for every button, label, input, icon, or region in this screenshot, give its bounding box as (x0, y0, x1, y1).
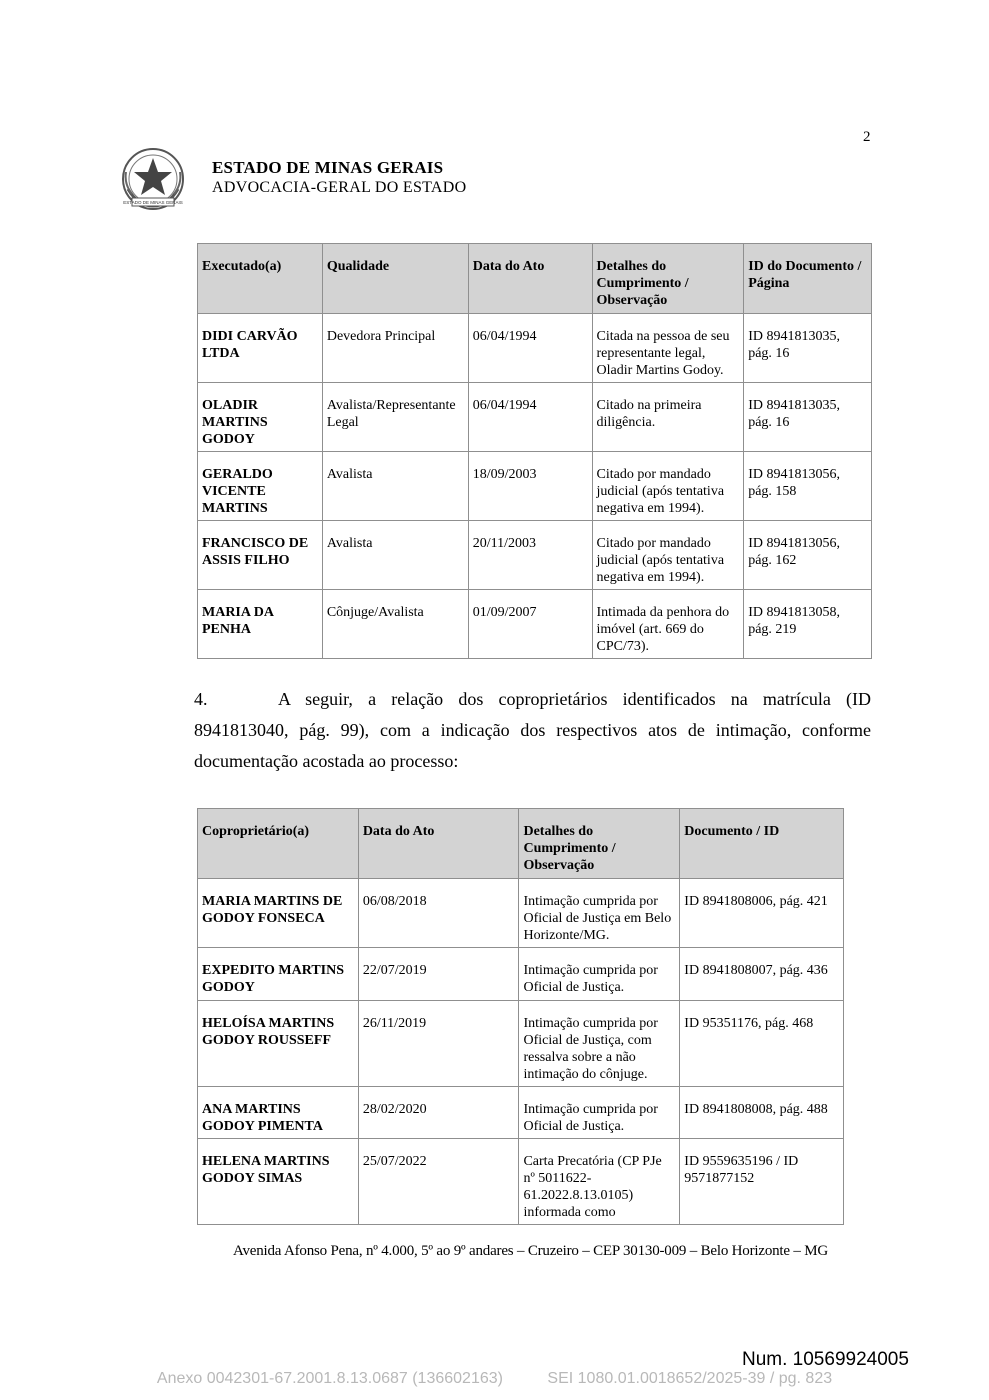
cell-detalhes: Intimação cumprida por Oficial de Justiça, com ressalva sobre a não intimação do cônjuge. (519, 1001, 680, 1087)
table-header-row (198, 809, 844, 879)
cell-data: 06/04/1994 (468, 314, 592, 383)
header-data: Data do Ato (358, 809, 519, 879)
cell-qualidade: Avalista/Representante Legal (322, 383, 468, 452)
cell-executado: FRANCISCO DE ASSIS FILHO (198, 521, 323, 590)
cell-detalhes: Carta Precatória (CP PJe nº 5011622-61.2022.8.13.0105) informada como (519, 1139, 680, 1225)
table-row (198, 948, 844, 1001)
cell-executado: OLADIR MARTINS GODOY (198, 383, 323, 452)
header-detalhes: Detalhes do Cumprimento / Observação (519, 809, 680, 879)
table-row (198, 314, 872, 383)
cell-id: ID 8941813058, pág. 219 (744, 590, 872, 659)
table-row (198, 452, 872, 521)
cell-documento: ID 8941808007, pág. 436 (680, 948, 844, 1001)
cell-data: 06/04/1994 (468, 383, 592, 452)
header-coproprietario: Coproprietário(a) (198, 809, 359, 879)
cell-id: ID 8941813056, pág. 158 (744, 452, 872, 521)
cell-executado: GERALDO VICENTE MARTINS (198, 452, 323, 521)
state-seal-icon (118, 144, 188, 214)
cell-documento: ID 8941808006, pág. 421 (680, 879, 844, 948)
cell-qualidade: Devedora Principal (322, 314, 468, 383)
cell-data: 06/08/2018 (358, 879, 519, 948)
cell-detalhes: Citado por mandado judicial (após tentativa negativa em 1994). (592, 521, 744, 590)
annex-right: SEI 1080.01.0018652/2025-39 / pg. 823 (547, 1370, 833, 1387)
cell-data: 20/11/2003 (468, 521, 592, 590)
cell-nome: EXPEDITO MARTINS GODOY (198, 948, 359, 1001)
table-row (198, 590, 872, 659)
cell-documento: ID 95351176, pág. 468 (680, 1001, 844, 1087)
cell-id: ID 8941813035, pág. 16 (744, 383, 872, 452)
cell-data: 01/09/2007 (468, 590, 592, 659)
table-header-row (198, 244, 872, 314)
header-detalhes: Detalhes do Cumprimento / Observação (592, 244, 744, 314)
agency-name: ADVOCACIA-GERAL DO ESTADO (212, 179, 467, 196)
page-number: 2 (863, 129, 871, 145)
cell-data: 22/07/2019 (358, 948, 519, 1001)
executados-table (197, 243, 872, 659)
cell-detalhes: Citado na primeira diligência. (592, 383, 744, 452)
cell-qualidade: Cônjuge/Avalista (322, 590, 468, 659)
document-number: Num. 10569924005 (742, 1349, 909, 1370)
state-name: ESTADO DE MINAS GERAIS (212, 158, 444, 177)
table-row (198, 879, 844, 948)
annex-left: Anexo 0042301-67.2001.8.13.0687 (136602163) (156, 1370, 503, 1387)
cell-data: 18/09/2003 (468, 452, 592, 521)
footer-address: Avenida Afonso Pena, nº 4.000, 5º ao 9º andares – Cruzeiro – CEP 30130-009 – Belo Horizonte – MG (232, 1243, 829, 1259)
cell-detalhes: Citada na pessoa de seu representante legal, Oladir Martins Godoy. (592, 314, 744, 383)
cell-documento: ID 8941808008, pág. 488 (680, 1087, 844, 1139)
organization-header (212, 158, 467, 197)
cell-data: 25/07/2022 (358, 1139, 519, 1225)
paragraph-text: A seguir, a relação dos coproprietários identificados na matrícula (ID 8941813040, pág. 99), com a indicação dos respectivos atos de intimação, conforme documentação acostada ao processo: (194, 689, 871, 771)
table-row (198, 1001, 844, 1087)
cell-qualidade: Avalista (322, 521, 468, 590)
cell-nome: HELENA MARTINS GODOY SIMAS (198, 1139, 359, 1225)
header-data: Data do Ato (468, 244, 592, 314)
cell-executado: DIDI CARVÃO LTDA (198, 314, 323, 383)
cell-detalhes: Intimação cumprida por Oficial de Justiça. (519, 948, 680, 1001)
cell-detalhes: Intimada da penhora do imóvel (art. 669 do CPC/73). (592, 590, 744, 659)
annex-footer (0, 1370, 989, 1388)
cell-executado: MARIA DA PENHA (198, 590, 323, 659)
table-row (198, 1139, 844, 1225)
header-id: ID do Documento / Página (744, 244, 872, 314)
cell-data: 26/11/2019 (358, 1001, 519, 1087)
cell-detalhes: Citado por mandado judicial (após tentativa negativa em 1994). (592, 452, 744, 521)
table-row (198, 521, 872, 590)
header-documento: Documento / ID (680, 809, 844, 879)
header-qualidade: Qualidade (322, 244, 468, 314)
coproprietarios-table (197, 808, 844, 1225)
cell-nome: MARIA MARTINS DE GODOY FONSECA (198, 879, 359, 948)
paragraph-number: 4. (194, 689, 208, 709)
table-row (198, 383, 872, 452)
cell-id: ID 8941813035, pág. 16 (744, 314, 872, 383)
cell-detalhes: Intimação cumprida por Oficial de Justiça em Belo Horizonte/MG. (519, 879, 680, 948)
cell-qualidade: Avalista (322, 452, 468, 521)
table-row (198, 1087, 844, 1139)
cell-detalhes: Intimação cumprida por Oficial de Justiça. (519, 1087, 680, 1139)
seal-text: ESTADO DE MINAS GERAIS (123, 200, 183, 205)
cell-documento: ID 9559635196 / ID 9571877152 (680, 1139, 844, 1225)
paragraph-4 (194, 684, 871, 777)
cell-nome: HELOÍSA MARTINS GODOY ROUSSEFF (198, 1001, 359, 1087)
cell-nome: ANA MARTINS GODOY PIMENTA (198, 1087, 359, 1139)
cell-id: ID 8941813056, pág. 162 (744, 521, 872, 590)
cell-data: 28/02/2020 (358, 1087, 519, 1139)
header-executado: Executado(a) (198, 244, 323, 314)
